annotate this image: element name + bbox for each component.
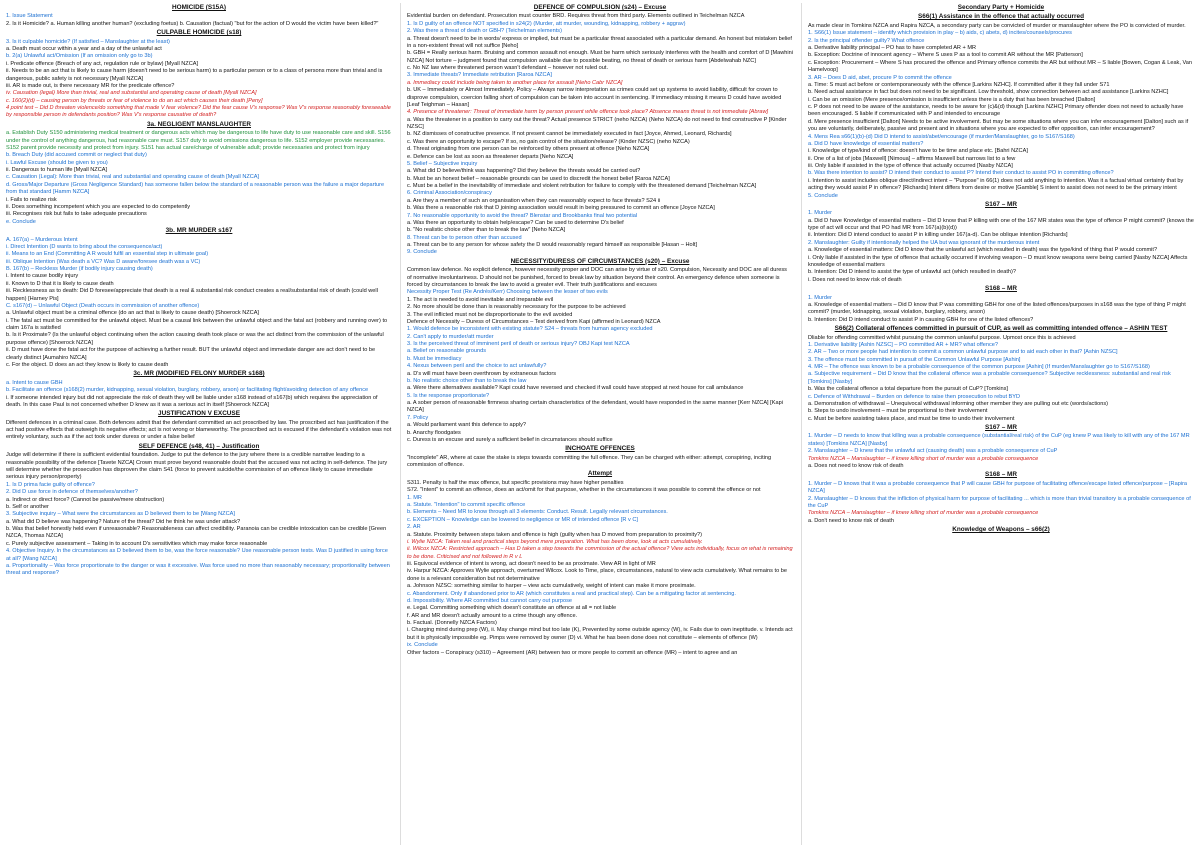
note-line: c. For the object. D does an act they know is likely to cause death: [6, 361, 169, 368]
section-heading: 3b. MR MURDER s167: [165, 227, 233, 235]
note-line: 4. Presence of threatener: Threat of immediate harm by person present while offence took place? Absence means threat is not immediate [Abraw]: [407, 109, 769, 116]
note-line: 5. Conclude: [808, 192, 838, 199]
note-line: 1. Is D prima facie guilty of offence?: [6, 481, 95, 488]
note-line: 2. Can't apply to murder/att murder: [407, 333, 494, 340]
note-line: a. Proportionality – Was force proportionate to the danger or was it excessive. Was force used no more than reasonably necessary; proportionality between threat and response?: [6, 562, 390, 577]
note-line: b. Elements – Need MR to know through all 3 elements: Conduct. Result. Legally relevant circumstances.: [407, 509, 668, 516]
note-line: a. Threat can be to any person for whose safety the D would reasonably regard himself as responsible [Hasan – Holt]: [407, 242, 697, 249]
note-line: c. Duress is an excuse and surely a sufficient belief in circumstances should suffice: [407, 436, 613, 443]
note-line: ii. Needs to be an act that is likely to cause harm (doesn't need to be serious harm) to a particular person or to a class of persons more than trivial and is dangerous, public safety is not necessary [Myall NZCA]: [6, 68, 383, 82]
section-heading: 3a. NEGLIGENT MANSLAUGHTER: [146, 120, 252, 128]
note-line: b. GBH = Really serious harm. Bruising and common assault not enough. Must be harm which seriously interferes with the health and comfort of D [Mawhini NZCA] Not torture – judgment found that compulsion available due to possible beating, no threat of death or serious harm [Abdelwahab NZC]: [407, 50, 793, 64]
note-line: b. Was the collateral offence a total departure from the pursuit of CuP? [Tomkins]: [808, 386, 1008, 393]
note-line: ii. Does something incompetent which you are expected to do competently: [6, 203, 191, 210]
note-line: d. Threat originating from one person can be reinforced by others present at offence [Neho NZCA]: [407, 146, 650, 153]
note-line: a. Does not need to know risk of death: [808, 462, 904, 469]
note-line: b. 2(a) Unlawful act/Omission (If an omission only go to 3b): [6, 53, 153, 60]
note-line: ii. Dangerous to human life [Myall NZCA]: [6, 167, 108, 174]
note-line: i. Fails to realize risk: [6, 196, 57, 203]
note-line: b. Intention: Did D intend conduct to assist P in causing GBH for one of the listed offences?: [808, 316, 1034, 323]
note-line: 2. Is it Homicide? a. Human killing another human? (excluding foetus) b. Causation (factual) "but for the action of D would the victim have been killed?": [6, 20, 379, 27]
note-line: ii. Means to an End (Committing A R would fulfil an essential step in ultimate goal): [6, 251, 209, 258]
note-line: Different defences in a criminal case. Both defences admit that the defendant committed an act proscribed by law. The proscribed act has justification if the act had positive effects that outweigh its negative effects; act is not wrong or blameworthy. The proscribed act is excused if the defendant's violation was not entirely voluntary, such as if the act took under duress or under a false belief: [6, 419, 392, 441]
note-line: c. No NZ law where threatened person wasn't defendant – however not ruled out.: [407, 65, 609, 72]
note-line: ix. Conclude: [407, 642, 438, 649]
note-line: 2. Did D use force in defence of themselves/another?: [6, 489, 138, 496]
note-line: b. Factual. (Donnelly NZCA Factors): [407, 620, 497, 627]
note-line: ii. Intention: Did D intend conduct to assist P in killing under 167(a-d). Can be oblique intention [Richards]: [808, 232, 1068, 239]
note-line: i. Wylie NZCA: Taken real and practical steps beyond mere preparation. What has been done, look at acts cumulatively.: [407, 538, 703, 545]
column-right: [801, 3, 1194, 845]
note-line: iii. Only liable if assisted in the type of offence that actually occurred [Nasby NZCA]: [808, 163, 1013, 170]
note-line: Dliable for offending committed whilst pursuing the common unlawful purpose. Upmost once this is achieved: [808, 334, 1076, 341]
section-heading: S168 – MR: [985, 471, 1017, 479]
note-line: i. If someone intended injury but did not appreciate the risk of death they will be liable under s168 instead of s167(b) which requires the appreciation of death. In this case Paul is not concerned whether D knew as it was a serious act in itself [Shoerock NZCA]: [6, 394, 378, 408]
note-line: a. Death must occur within a year and a day of the unlawful act: [6, 46, 162, 53]
note-line: d. Gross/Major Departure (Gross Negligence Standard) has someone fallen below the standard of a reasonable person was the failure a major departure from that standard [Hamm NZCA]: [6, 181, 385, 196]
note-line: ii. Known to D that it is likely to cause death: [6, 280, 114, 287]
note-line: i. Does not need to know risk of death: [808, 276, 902, 283]
note-line: a. Intent to cause GBH: [6, 379, 63, 386]
note-line: d. Mere presence insufficient [Dalton] Needs to be active involvement. But may be some situations where you can infer encouragement [Dalton] such as if you are voluntarily, deliberately, passive and present and in situations where you are expected to offer opposition, can infer encouragement?: [808, 118, 1189, 133]
note-line: 1. MR: [407, 494, 422, 501]
note-line: a. Don't need to know risk of death: [808, 517, 894, 524]
note-line: b. Is it Proximate? (Is the unlawful object continuing when the action causing death took place or was the act distinct from the commission of the unlawful purpose offence) [Shoerock NZCA]: [6, 332, 384, 346]
note-line: Common law defence. No explicit defence, however necessity proper and DOC can arise by virtue of s20. Compulsion, Necessity and DOC are all duress of normative involuntariness. D should not be punished, forced to break law by situation beyond their control. An emergency defence when someone is forced by circumstances to break the law to avoid a greater evil. Their truth justifications and excuses: [407, 267, 787, 289]
note-line: 3. Subjective inquiry – What were the circumstances as D believed them to be [Wang NZCA]: [6, 511, 235, 518]
note-line: iii. Recognises risk but fails to take adequate precautions: [6, 211, 147, 218]
note-line: c. Must be before assisting takes place, and must be time to undo their involvement: [808, 415, 1015, 422]
note-line: b. Self or another: [6, 503, 49, 510]
note-line: a. Establish Duty S150 administering medical treatment or dangerous acts which may be dangerous to life have duty to use reasonable care and skill. S156 under the control of anything dangerous, had reasonable care must. S157 duty to avoid omissions dangerous to life. S152 employer provide necessaries. S152 parent provide necessity and protect from injury. S151 has actual care/charge of vulnerable adult; provide necessaries and protect from injury: [6, 130, 391, 151]
note-line: a. Did D have knowledge of essential matters?: [808, 140, 924, 147]
note-line: i. Predicate offence (Breach of any act, regulation rule or bylaw) [Myall NZCA]: [6, 60, 199, 67]
note-line: c. Purely subjective assessment – Taking in to account D's sensitivities which may make force reasonable: [6, 540, 268, 547]
note-line: 1. Would defence be inconsistent with existing statute? S24 – threats from human agency excluded: [407, 326, 653, 333]
note-line: a. Are they a member of such an organisation when they can reasonably expect to face threats? S24 ii: [407, 197, 661, 204]
note-line: f. AR and MR doesn't actually amount to a crime though any offence.: [407, 612, 578, 619]
note-line: b. UK – Immediately or Almost Immediately. Policy – Always narrow interpretation as crimes could set up systems to avoid liability, difficult for crown to disprove compulsion, coercion falling short of compulsion can be taken into account in sentencing. If immediacy missing it means D could have avoided [Leaf Teighman – Hasan]: [407, 87, 782, 108]
note-line: 6. Criminal Association/conspiracy: [407, 190, 492, 197]
note-line: b. Was there a reasonable risk that D joining association would result in being pressured to commit an offence [Joyce NZCA]: [407, 205, 715, 212]
section-heading: NECESSITY/DURESS OF CIRCUMSTANCES (s20) – Excuse: [510, 257, 690, 265]
note-line: Evidential burden on defendant. Prosecution must counter BRD. Requires threat from third party. Elements outlined in Teichelman NZCA: [407, 13, 745, 20]
note-line: 1. Murder – D knows that it was a probable consequence that P will cause GBH for purpose of facilitating offence/escape listed offence/purpose – [Rapira NZCA]: [808, 480, 1188, 495]
note-line: Tomkins NZCA – Manslaughter – if knew killing short of murder was a probable consequence: [808, 455, 1039, 462]
note-line: i. The fatal act must be committed for the unlawful object. Must be a causal link between the unlawful object and the fatal act (robbery and running over) to claim 167a is satisfied: [6, 317, 388, 332]
note-line: 1. Issue Statement: [6, 13, 53, 20]
note-line: 3. Is the perceived threat of imminent peril of death or serious injury? OBJ Kapi test NZCA: [407, 341, 630, 348]
note-line: iii. Oblique Intention (Was death a VC? Was D aware/foresee death was a VC): [6, 258, 201, 265]
note-line: a. Derivative liability principal – PO has to have completed AR + MR: [808, 45, 977, 52]
note-line: 5. Is the response proportionate?: [407, 392, 490, 399]
note-line: 2. No more should be done than is reasonably necessary for the purpose to be achieved: [407, 304, 626, 311]
note-line: b. Need actual assistance in fact but does not need to be significant. Low threshold, show connection between act and assistance [Larkins NZHC]: [808, 89, 1169, 96]
section-heading: DEFENCE OF COMPULSION (s24) – Excuse: [533, 4, 667, 11]
note-line: 2. AR – Two or more people had intention to commit a common unlawful purpose and to aid each other in that? [Ashin NZSC]: [808, 349, 1118, 356]
note-line: ii. One of a list of jobs [Maxwell] [Nimoua] – affirms Maxwell but narrows list to a few: [808, 155, 1016, 162]
note-line: 1. Murder – D needs to know that killing was a probable consequence (substantial/real risk) of the CuP (eg knew P was likely to kill with any of the 167 MR states) [Tomkins NZCA] [Nasby]: [808, 433, 1190, 447]
note-line: c. EXCEPTION – Knowledge can be lowered to negligence or MR of intended offence [R v C]: [407, 516, 638, 523]
note-line: S311. Penalty is half the max offence, but specific provisions may have higher penalties: [407, 479, 624, 486]
note-line: b. Must be an honest belief – reasonable grounds can be used to discredit the honest belief [Raroa NZCA]: [407, 175, 670, 182]
section-heading: S168 – MR: [985, 285, 1017, 293]
section-heading: S167 – MR: [985, 424, 1017, 432]
note-line: a. Was the threatener in a position to carry out the threat? Actual presence STRICT (neho NZCA) (Neho NZCA) do not need to find constructive P [Kinder NZSC]: [407, 116, 787, 131]
note-line: a. Immediacy could include being taken to another place for assault [Neho Cabr NZCA]: [407, 79, 623, 86]
note-line: ii. Wilcox NZCA: Restricted approach – Has D taken a step towards the commission of the actual offence? View acts individually, focus on what is remaining to be done. Criticised and not followed in R v L: [407, 546, 793, 560]
note-line: c. Exception: Procurement – Where S has procured the offence and Primary offence commits the AR but without MR – S liable [Bowen, Cogan & Leak, Van Hamelvoop]: [808, 59, 1192, 74]
column-middle: [400, 3, 793, 845]
note-line: 7. Policy: [407, 414, 429, 421]
note-line: i. Charging mind during prep (W), ii. May change mind but too late (K), Prevented by some outside agency (W), iv. Fails due to own ineptitude. v. Intends act but it is physically impossible eg. Pimps were removed by owner (D) vi. What he has been done does not constitute – elements of offence (W): [407, 627, 793, 641]
note-line: i. Direct Intention (D wants to bring about the consequence/act): [6, 243, 163, 250]
note-line: "Incomplete" AR, where at case the stake is steps towards committing the full offence. They can be charged with either: attempt, conspiring, inciting commission of offence.: [407, 454, 772, 469]
note-line: b. Was that belief honestly held even if unreasonable? Reasonableness can affect credibility. Paranoia can be credible intoxication can be credible [Green NZCA, Thomas NZCA]: [6, 526, 387, 540]
section-heading: S167 – MR: [985, 200, 1017, 208]
note-line: 7. No reasonable opportunity to avoid the threat? Blenstar and Brookbanks final two potential: [407, 212, 638, 219]
note-line: 5. Belief – Subjective inquiry: [407, 160, 478, 167]
note-line: a. A sober person of reasonable firmness sharing certain characteristics of the defendant, would have responded in the same manner [Kerr NZCA] [Kapi NZCA]: [407, 400, 783, 414]
note-line: 4 point test – Did D threaten violence/do something that made V fear violence? Did the fear cause V's response? Was V's response reasonably foreseeable by responsible person in defendants position? Was V's response causative of death?: [6, 105, 391, 119]
note-line: b. NZ dismisses of constructive presence. If not present cannot be immediately executed in fact [Joyce, Ahmed, Leonard, Richards]: [407, 131, 732, 138]
note-line: 4. Objective Inquiry. In the circumstances as D believed them to be, was the force reasonable? Use reasonable person tests. Was D justified in using force at all? [Wang NZCA]: [6, 548, 388, 562]
note-line: iv. Causation (legal) More than trivial, real and substantial and operating cause of death [Myall NZCA]: [6, 90, 257, 97]
note-line: a. Johnson NZSC: something similar to harper – view acts cumulatively, weight of intent can make it more proximate.: [407, 583, 696, 590]
note-line: b. Was there intention to assist? D intend their conduct to assist P? Intend their conduct to assist PO in committing offence?: [808, 170, 1114, 177]
note-line: e. Defence can be lost as soon as threatener departs [Neho NZCA]: [407, 153, 574, 160]
section-heading: INCHOATE OFFENCES: [565, 445, 635, 453]
note-line: iii. Recklessness as to death: Did D foresee/appreciate that death is a real & substantial risk conduct creates a real/substantial risk of death (could well happen) [Harney Pis]: [6, 288, 378, 302]
note-line: a. Indirect or direct force? (Cannot be passive/mere obstruction): [6, 496, 165, 503]
section-heading: S66(2) Collateral offences committed in pursuit of CUP, as well as committing intended offence – ASHIN TEST: [834, 325, 1168, 333]
section-heading: S66(1) Assistance in the offence that actually occurred: [918, 13, 1084, 21]
note-line: 1. Murder: [808, 210, 832, 217]
note-line: b. No realistic choice other than to break the law: [407, 377, 527, 384]
note-line: a. Knowledge of essential matters: Did D know that the unlawful act (which resulted in death) was the type/kind of thing that P would commit?: [808, 247, 1158, 254]
note-line: a. Did D have Knowledge of essential matters – Did D know that P killing with one of the 167 MR states was the type of offence P might commit? (knows the type of act will occur and that PO had MR from 167(a)(b)(d)): [808, 217, 1194, 232]
note-line: 3. The evil inflicted must not be disproportionate to the evil avoided: [407, 311, 573, 318]
note-line: ii. D must have done the fatal act for the purpose of achieving a further result. BUT the unlawful object and immediate danger are act don't need to be clearly distinct [Aumahiro NZCA]: [6, 347, 376, 361]
note-line: 2. Manslaughter – D knew that the unlawful act (causing death) was a probable consequence of CuP: [808, 448, 1058, 455]
note-line: iii. AR is made out, is there necessary MR for the predicate offence?: [6, 82, 175, 89]
note-line: c. Was there an opportunity to escape? If so, no gain control of the situation/release? (Kinder NZSC) (neho NZCA): [407, 138, 690, 145]
note-line: a. Demonstration of withdrawal – Unequivocal withdrawal informing other member they are pulling out etc (words/actions): [808, 400, 1109, 407]
note-line: a. Was there an opportunity to obtain help/escape? Can be used to determine D's belief: [407, 219, 624, 226]
note-line: a. What did D believe was happening? Nature of the threat? Did he think he was under attack?: [6, 518, 241, 525]
note-line: 1. The act is needed to avoid inevitable and irreparable evil: [407, 296, 554, 303]
section-heading: CULPABLE HOMICIDE (s18): [156, 29, 242, 37]
note-line: e. Conclude: [6, 218, 36, 225]
note-line: 4. Nexus between peril and the choice to act unlawfully?: [407, 363, 547, 370]
note-line: a. Statute. "Intention" to commit specific offence: [407, 502, 526, 509]
note-line: i. Intention to assist includes oblique direct/indirect intent – "Purpose" in 66(1) does not add anything to intention. Was it a factual virtual certainty that by acting they would assist P in offence? [Richards] Intent differs from desire or motive [Gamble] S intent to assist does not need to be the primary intent: [808, 177, 1184, 192]
note-line: b. Must be immediacy: [407, 355, 462, 362]
section-heading: JUSTIFICATION V EXCUSE: [158, 410, 240, 418]
note-line: B. 167(b) – Reckless Murder (if bodily injury causing death): [6, 266, 153, 273]
note-line: b. Intention: Did D intend to assist the type of unlawful act (which resulted in death)?: [808, 269, 1017, 276]
section-heading: HOMICIDE (S15A): [172, 4, 226, 11]
note-line: 1. Is D guilty of an offence NOT specified in s24(2) (Murder, att murder, wounding, kidnapping, robbery + aggrav): [407, 20, 686, 27]
note-line: a. What did D believe/think was happening? Did they believe the threats would be carried out?: [407, 168, 641, 175]
note-line: Defence of Necessity – Duress of Circumstances – Test derived from Kapi (affirmed in Leonard) NZCA: [407, 318, 661, 325]
section-heading: Attempt: [587, 470, 613, 478]
note-line: b. Anarchy floodgates: [407, 429, 461, 436]
section-heading: Knowledge of Weapons – s66(2): [952, 526, 1050, 534]
note-line: 4. MR – The offence was known to be a probable consequence of the common purpose [Ashin] (If murder/Manslaughter go to S167/S168): [808, 364, 1150, 371]
note-line: 2. Manslaughter – D knows that the infliction of physical harm for purpose of facilitating ... which is more than trivial transitory is a probable consequence of the CuP: [808, 495, 1191, 509]
note-line: b. Breach Duty (did accused commit or neglect that duty): [6, 152, 147, 159]
note-line: i. Can be an omission (Mere presence/omission is insufficient unless there is a duty that has been breached [Dalton]: [808, 96, 1096, 103]
note-line: 2. Manslaughter: Guilty if intentionally helped the UA but was ignorant of the murderous intent: [808, 239, 1040, 246]
note-line: a. Threat doesn't need to be in words/ express or implied, but must be a particular threat associated with a particular demand. An honest but mistaken belief in a non-existent threat will not suffice [Neho]: [407, 35, 792, 49]
note-line: a. D's will must have been overthrown by extraneous factors: [407, 370, 557, 377]
note-line: S72. "Intent" to commit an offence, does an act/omit for that purpose, whether in the circumstances it was possible to commit the offence or not: [407, 487, 761, 494]
note-line: b. Exception: Doctrine of innocent agency – Where S uses P as a tool to commit AR without the MR [Patterson]: [808, 52, 1083, 59]
note-line: Other factors – Conspiracy (s310) – Agreement (AR) between two or more people to commit an offence (MR) – intent to agree and an: [407, 649, 738, 656]
note-line: iv. Harpur NZCA: Approves Wylie approach, overturned Wilcox. Look to Time, place, circumstances, natural to view acts cumulatively. What remains to be done is a relevant consideration but not determinative: [407, 568, 787, 582]
note-line: a. Subjective requirement – Did D know that the collateral offence was a probable consequence? Subjective recklessness: substantial and real risk [Tomkins] [Nasby]: [808, 371, 1171, 385]
note-line: Judge will determine if there is sufficient evidential foundation. Judge to put the defence to the jury where there is a credible narrative leading to a reasonable possibility of the defence [Tavete NZCA] Crown must prove beyond reasonable doubt that the accused was not acting in self-defence. The jury will determine whether the prosecution has disproven the claim S41 (force to prevent suicide/the commission of an offence likely to cause immediate serious injury person/property): [6, 452, 388, 481]
note-line: d. Impossibility. Where AR committed but cannot carry out purpose: [407, 597, 572, 604]
note-line: a. Time: S must act before or contemporaneously with the offence [Larkins NZHC]. If committed after it they fall under S71: [808, 81, 1110, 88]
note-line: e. Legal. Committing something which doesn't constitute an offence at all = not liable: [407, 605, 617, 612]
note-line: 3. Is it culpable homicide? (If satisfied – Manslaughter at the least): [6, 38, 170, 45]
note-line: 8. Threat can be to person other than accused: [407, 234, 522, 241]
note-line: b. Facilitate an offence (s168(2) murder, kidnapping, sexual violation, burglary, robbery, arson) or facilitating flight/avoiding detection of any offence: [6, 387, 369, 394]
note-line: i. Only liable if assisted in the type of offence that actually occurred if involving weapon – D must know weapons were being carried [Nasby NZCA] Affects knowledge of essential matters: [808, 254, 1188, 268]
note-line: 2. AR: [407, 524, 421, 531]
note-line: a. Belief on reasonable grounds: [407, 348, 486, 355]
note-line: 3. AR – Does D aid, abet, procure P to commit the offence: [808, 74, 952, 81]
note-line: c. P does not need to be aware of the assistance, needs to be aware for (c)&(d) though [Larkins NZHC] Primary offender does not need to actually have been encouraged. S liable if communicated with P and intended to encourage: [808, 104, 1184, 118]
section-heading: SELF DEFENCE (s48, 41) – Justification: [138, 442, 260, 450]
note-line: c. Causation (Legal): More than trivial, real and substantial and operating cause of death [Myall NZCA]: [6, 174, 260, 181]
note-line: 1. S66(1) Issue statement – identify which provision in play – b) aids, c) abets, d) incites/counsels/procures: [808, 30, 1072, 37]
section-heading: 3c. MR (MODIFIED FELONY MURDER s168): [133, 370, 265, 378]
note-line: c. Defence of Withdrawal – Burden on defence to raise then prosecution to rebut BYD: [808, 393, 1021, 400]
note-line: 2. Is the principal offender guilty? What offence: [808, 37, 925, 44]
note-line: i. Knowledge of type/kind of offence: doesn't have to be time and place etc. [Bahri NZCA]: [808, 148, 1028, 155]
note-line: a. Would parliament want this defence to apply?: [407, 422, 526, 429]
note-line: 1. Murder: [808, 294, 832, 301]
note-line: A. 167(a) – Murderous Intent: [6, 236, 78, 243]
note-line: 3. The offence must be committed in pursuit of the Common Unlawful Purpose [Ashin]: [808, 356, 1021, 363]
note-line: b. "No realistic choice other than to break the law" [Neho NZCA]: [407, 227, 566, 234]
note-line: a. Knowledge of essential matters – Did D know that P was committing GBH for one of the listed offences/purposes in s168 was the type of thing P might commit? (murder, kidnapping, sexual violation, burglary, robbery, arson): [808, 301, 1186, 316]
note-line: a. Unlawful object must be a criminal offence (do an act that is likely to cause death) [Shoerock NZCA]: [6, 310, 259, 317]
section-heading: Secondary Party + Homicide: [957, 4, 1045, 11]
note-line: i. Intent to cause bodily injury: [6, 273, 79, 280]
note-line: Tomkins NZCA – Manslaughter – if knew killing short of murder was a probable consequence: [808, 510, 1039, 517]
note-line: 4. Mens Rea s66(1)(b)-(d) Did D intend to assist/abet/encourage (if murder/Manslaughter, go to S167/S168): [808, 133, 1075, 140]
note-line: c. 160(2)(d) – causing person by threats or fear of violence to do an act which causes their death [Peny]: [6, 97, 263, 104]
note-line: Necessity Proper Test (Re Andrés/Kerr) Choosing between the lesser of two evils: [407, 289, 608, 296]
note-line: iii. Equivocal evidence of intent is wrong, act doesn't need to be as proximate. View AR in light of MR: [407, 561, 656, 568]
column-left: [6, 3, 392, 845]
note-line: 1. Derivative liability [Ashin NZSC] – PO committed AR + MR? what offence?: [808, 341, 999, 348]
note-line: 3. Immediate threats? Immediate retribution [Raroa NZCA]: [407, 72, 552, 79]
note-line: a. Were there alternatives available? Kapi could have reversed and checked if wall could have stopped at next house for call ambulance: [407, 385, 744, 392]
note-line: c. Must be a belief in the inevitability of immediate and violent retribution for failure to comply with the threatened demand [Teichelman NZCA]: [407, 183, 757, 190]
note-line: b. Steps to undo involvement – must be proportional to their involvement: [808, 408, 988, 415]
note-line: 9. Conclude: [407, 249, 437, 256]
note-line: c. Abandonment. Only if abandoned prior to AR (which constitutes a real and practical step). Can be a mitigating factor at sentencing.: [407, 590, 736, 597]
note-line: 2. Was there a threat of death or GBH? (Teichelman elements): [407, 28, 562, 35]
note-line: a. Statute. Proximity between steps taken and offence is high (guilty when has D moved from preparation to proximity?): [407, 531, 702, 538]
note-line: C. s167(d) – Unlawful Object (Death occurs in commission of another offence): [6, 302, 200, 309]
note-line: As made clear in Tomkins NZCA and Rapira NZCA, a secondary party can be convicted of murder or manslaughter where the PO is convicted of murder.: [808, 22, 1186, 29]
note-line: i. Lawful Excuse (should be given to you): [6, 159, 108, 166]
